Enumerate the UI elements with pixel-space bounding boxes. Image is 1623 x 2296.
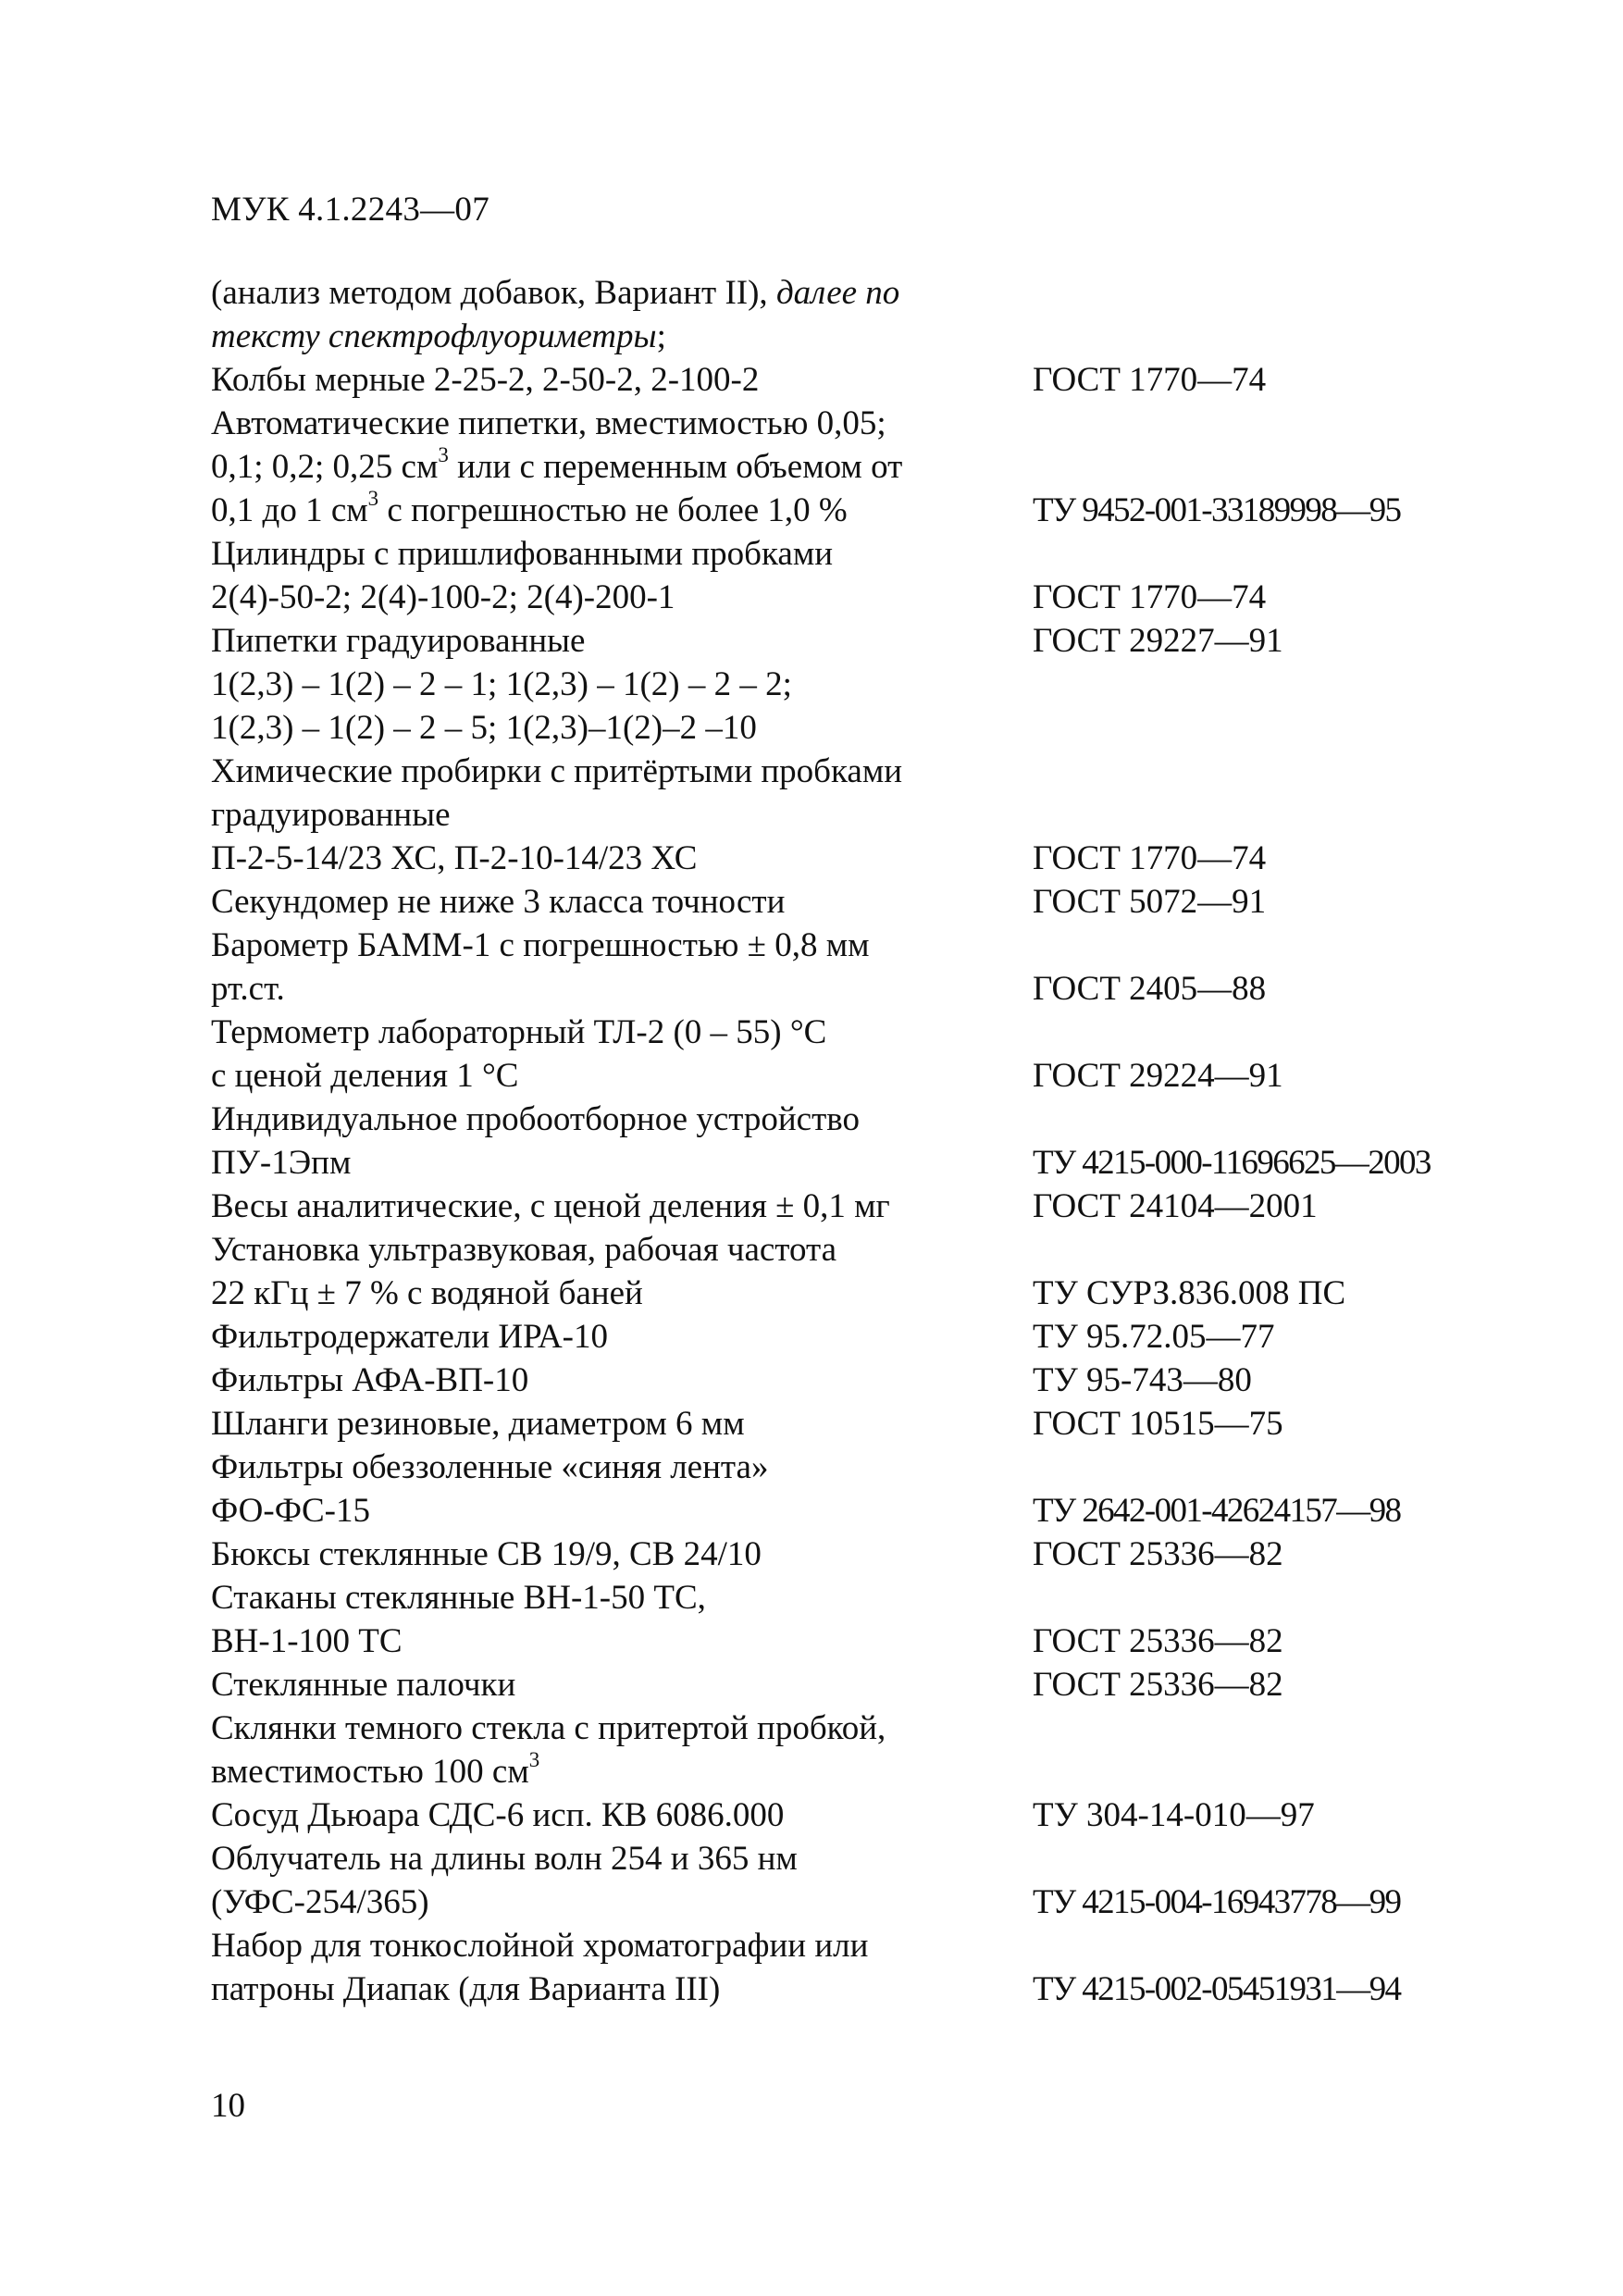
equipment-row xyxy=(211,1446,1506,1533)
standard-reference: ТУ 95-743—80 xyxy=(1033,1361,1252,1399)
equipment-name: Фильтры АФА-ВП-10 xyxy=(211,1361,529,1399)
standard-reference: ТУ 2642-001-42624157—98 xyxy=(1033,1492,1401,1530)
standard-reference: ГОСТ 25336—82 xyxy=(1033,1666,1283,1704)
intro-italic-2: тексту спектрофлуориметры xyxy=(211,317,657,355)
equipment-name: Химические пробирки с притёртыми пробками градуированные П-2-5-14/23 ХС, П-2-10-14/23 ХС xyxy=(211,752,903,877)
standard-reference: ГОСТ 2405—88 xyxy=(1033,970,1267,1008)
equipment-name: Склянки темного стекла с притертой пробкой, вместимостью 100 $см^3$ xyxy=(211,1709,886,1791)
equipment-row xyxy=(211,1098,1506,1185)
standard-reference: ТУ 4215-002-05451931—94 xyxy=(1033,1970,1401,2008)
equipment-row xyxy=(211,750,1506,880)
equipment-row xyxy=(211,1228,1506,1315)
equipment-name: 1(2,3) – 1(2) – 2 – 1; 1(2,3) – 1(2) – 2 – 2; 1(2,3) – 1(2) – 2 – 5; 1(2,3)–1(2)–2 –10 xyxy=(211,665,792,747)
equipment-row xyxy=(211,1402,1506,1446)
equipment-row xyxy=(211,924,1506,1011)
equipment-row xyxy=(211,1706,1506,1793)
equipment-row xyxy=(211,1793,1506,1837)
equipment-name: Бюксы стеклянные СВ 19/9, СВ 24/10 xyxy=(211,1535,762,1573)
standard-reference: ГОСТ 25336—82 xyxy=(1033,1535,1283,1573)
standard-reference: ТУ 4215-000-11696625—2003 xyxy=(1033,1144,1431,1182)
intro-row xyxy=(211,271,1506,358)
equipment-name: Барометр БАММ-1 с погрешностью ± 0,8 мм рт.ст. xyxy=(211,926,870,1008)
equipment-row xyxy=(211,1924,1506,2011)
standard-reference: ГОСТ 24104—2001 xyxy=(1033,1187,1318,1225)
equipment-name: Установка ультразвуковая, рабочая частота 22 кГц ± 7 % с водяной баней xyxy=(211,1231,837,1312)
equipment-name: Колбы мерные 2-25-2, 2-50-2, 2-100-2 xyxy=(211,361,760,399)
intro-plain: (анализ методом добавок, Вариант II), xyxy=(211,274,776,312)
equipment-name: Весы аналитические, с ценой деления ± 0,1 мг xyxy=(211,1187,890,1225)
superscript: 3 xyxy=(528,1747,540,1771)
equipment-name: Индивидуальное пробоотборное устройство ПУ-1Эпм xyxy=(211,1100,860,1182)
standard-reference: ТУ 304-14-010—97 xyxy=(1033,1796,1315,1834)
equipment-name: Автоматические пипетки, вместимостью 0,05; 0,1; 0,2; 0,25 $см^3$ или с переменным объемом от 0,1 до 1 $см^3$ с погрешностью не более 1,0 % xyxy=(211,404,903,529)
equipment-name: Набор для тонкослойной хроматографии или патроны Диапак (для Варианта III) xyxy=(211,1927,869,2008)
superscript: 3 xyxy=(367,486,379,510)
equipment-list xyxy=(211,271,1506,2011)
page-number: 10 xyxy=(211,2087,245,2125)
equipment-name: Стеклянные палочки xyxy=(211,1666,516,1704)
equipment-name: Пипетки градуированные xyxy=(211,622,586,660)
equipment-row xyxy=(211,1315,1506,1359)
intro-italic-1: далее по xyxy=(775,274,900,312)
document-code-header: МУК 4.1.2243—07 xyxy=(211,191,490,229)
equipment-name: Облучатель на длины волн 254 и 365 нм (УФС-254/365) xyxy=(211,1840,798,1921)
equipment-name: Фильтры обеззоленные «синяя лента» ФО-ФС-15 xyxy=(211,1448,769,1530)
equipment-row xyxy=(211,402,1506,532)
equipment-name: Шланги резиновые, диаметром 6 мм xyxy=(211,1405,745,1443)
superscript: 3 xyxy=(438,442,449,466)
equipment-row xyxy=(211,1837,1506,1924)
standard-reference: ГОСТ 1770—74 xyxy=(1033,578,1267,616)
equipment-row xyxy=(211,619,1506,663)
standard-reference: ГОСТ 10515—75 xyxy=(1033,1405,1283,1443)
standard-reference: ГОСТ 29227—91 xyxy=(1033,622,1283,660)
standard-reference: ГОСТ 25336—82 xyxy=(1033,1622,1283,1660)
equipment-name: Стаканы стеклянные ВН-1-50 ТС, ВН-1-100 ТС xyxy=(211,1579,706,1660)
equipment-name: Цилиндры с пришлифованными пробками 2(4)-50-2; 2(4)-100-2; 2(4)-200-1 xyxy=(211,535,834,616)
equipment-row xyxy=(211,1185,1506,1228)
equipment-name: Сосуд Дьюара СДС-6 исп. КВ 6086.000 xyxy=(211,1796,785,1834)
equipment-row xyxy=(211,1663,1506,1706)
equipment-row xyxy=(211,1533,1506,1576)
standard-reference: ГОСТ 1770—74 xyxy=(1033,839,1267,877)
equipment-name: Секундомер не ниже 3 класса точности xyxy=(211,883,786,921)
equipment-row xyxy=(211,663,1506,750)
standard-reference: ГОСТ 5072—91 xyxy=(1033,883,1267,921)
equipment-row xyxy=(211,1359,1506,1402)
equipment-name: Фильтродержатели ИРА-10 xyxy=(211,1318,609,1356)
equipment-row xyxy=(211,880,1506,924)
equipment-name: Термометр лабораторный ТЛ-2 (0 – 55) °С с ценой деления 1 °С xyxy=(211,1013,827,1095)
standard-reference: ТУ 95.72.05—77 xyxy=(1033,1318,1275,1356)
standard-reference: ГОСТ 1770—74 xyxy=(1033,361,1267,399)
standard-reference: ТУ 4215-004-16943778—99 xyxy=(1033,1883,1401,1921)
equipment-row xyxy=(211,1576,1506,1663)
standard-reference: ГОСТ 29224—91 xyxy=(1033,1057,1283,1095)
intro-end: ; xyxy=(656,317,666,355)
standard-reference: ТУ 9452-001-33189998—95 xyxy=(1033,491,1401,529)
equipment-row xyxy=(211,1011,1506,1098)
equipment-row xyxy=(211,358,1506,402)
intro-text xyxy=(211,271,1033,358)
equipment-row xyxy=(211,532,1506,619)
standard-reference: ТУ СУРЗ.836.008 ПС xyxy=(1033,1274,1346,1312)
